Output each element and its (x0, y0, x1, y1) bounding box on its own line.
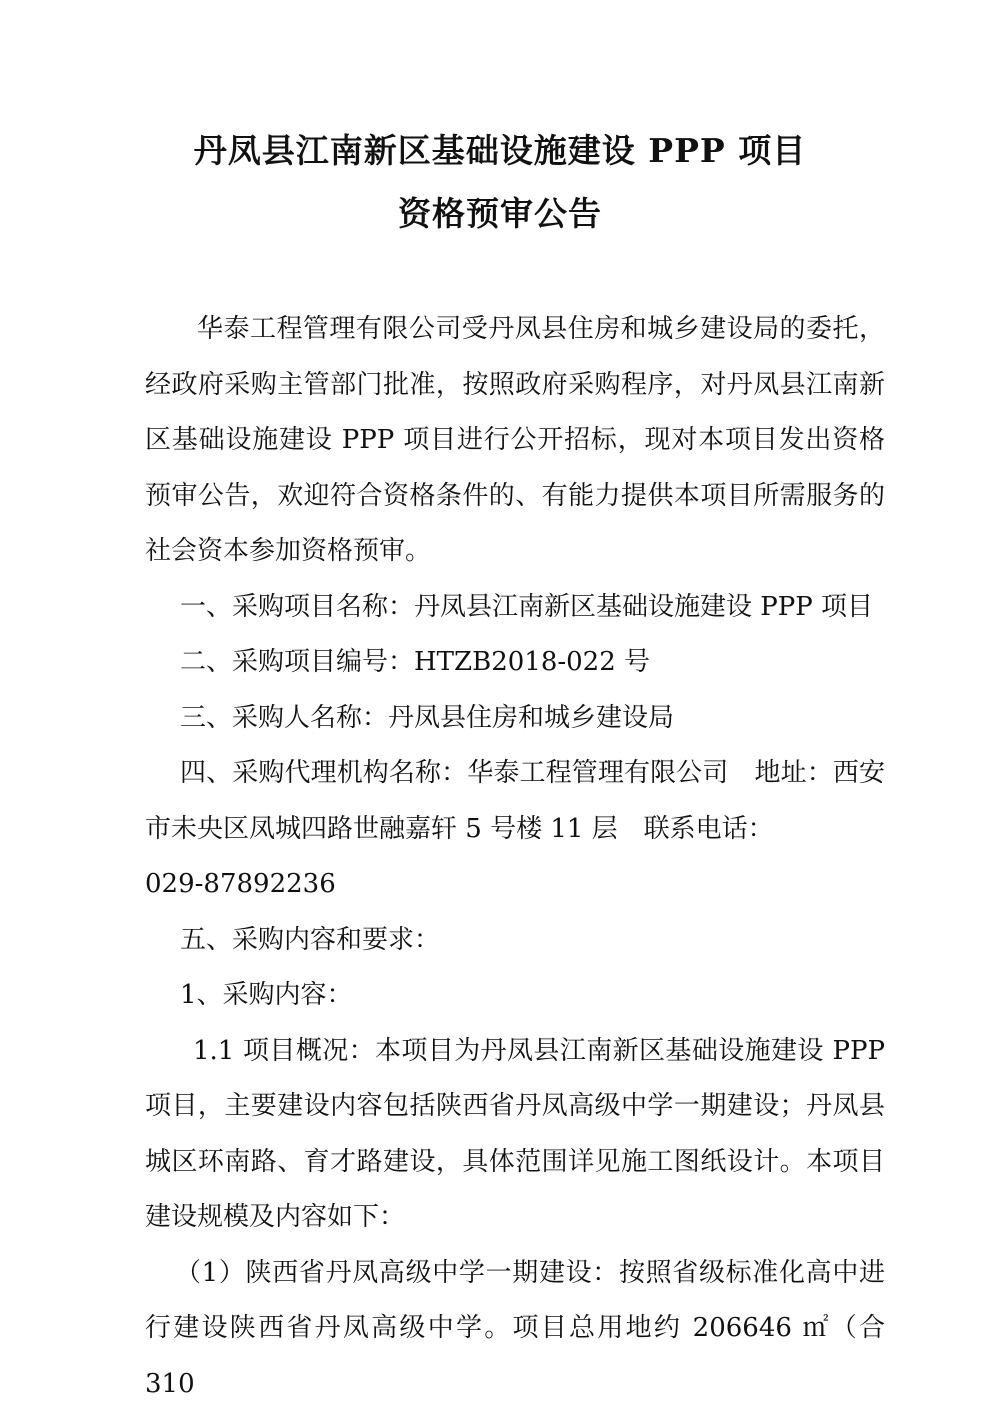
content-requirements-heading: 五、采购内容和要求： (180, 924, 441, 955)
project-overview-paragraph: 1.1 项目概况：本项目为丹凤县江南新区基础设施建设 PPP 项目，主要建设内容包括陕西省丹凤高级中学一期建设；丹凤县城区环南路、育才路建设，具体范围详见施工图纸设计。本项目建设规模及内容如下： (145, 1035, 885, 1232)
high-school-construction-paragraph: （1）陕西省丹凤高级中学一期建设：按照省级标准化高中进行建设陕西省丹凤高级中学。项目总用地约 206646 ㎡（合 310 (145, 1257, 885, 1399)
document-body (145, 302, 885, 1412)
project-number-item: 二、采购项目编号：HTZB2018-022 号 (180, 647, 651, 677)
agency-info-item: 四、采购代理机构名称：华泰工程管理有限公司 地址：西安市未央区凤城四路世融嘉轩 5 号楼 11 层 联系电话： (145, 758, 885, 844)
purchaser-name-item: 三、采购人名称：丹凤县住房和城乡建设局 (180, 702, 675, 733)
intro-paragraph: 华泰工程管理有限公司受丹凤县住房和城乡建设局的委托，经政府采购主管部门批准，按照政府采购程序，对丹凤县江南新区基础设施建设 PPP 项目进行公开招标，现对本项目发出资格预审公告，欢迎符合资格条件的、有能力提供本项目所需服务的社会资本参加资格预审。 (145, 314, 885, 566)
procurement-content-heading: 1、采购内容： (180, 980, 353, 1010)
document-title: 丹凤县江南新区基础设施建设 PPP 项目 (193, 131, 807, 170)
project-name-item: 一、采购项目名称：丹凤县江南新区基础设施建设 PPP 项目 (180, 591, 874, 622)
agency-phone: 029-87892236 (145, 869, 336, 899)
document-subtitle: 资格预审公告 (398, 194, 602, 233)
